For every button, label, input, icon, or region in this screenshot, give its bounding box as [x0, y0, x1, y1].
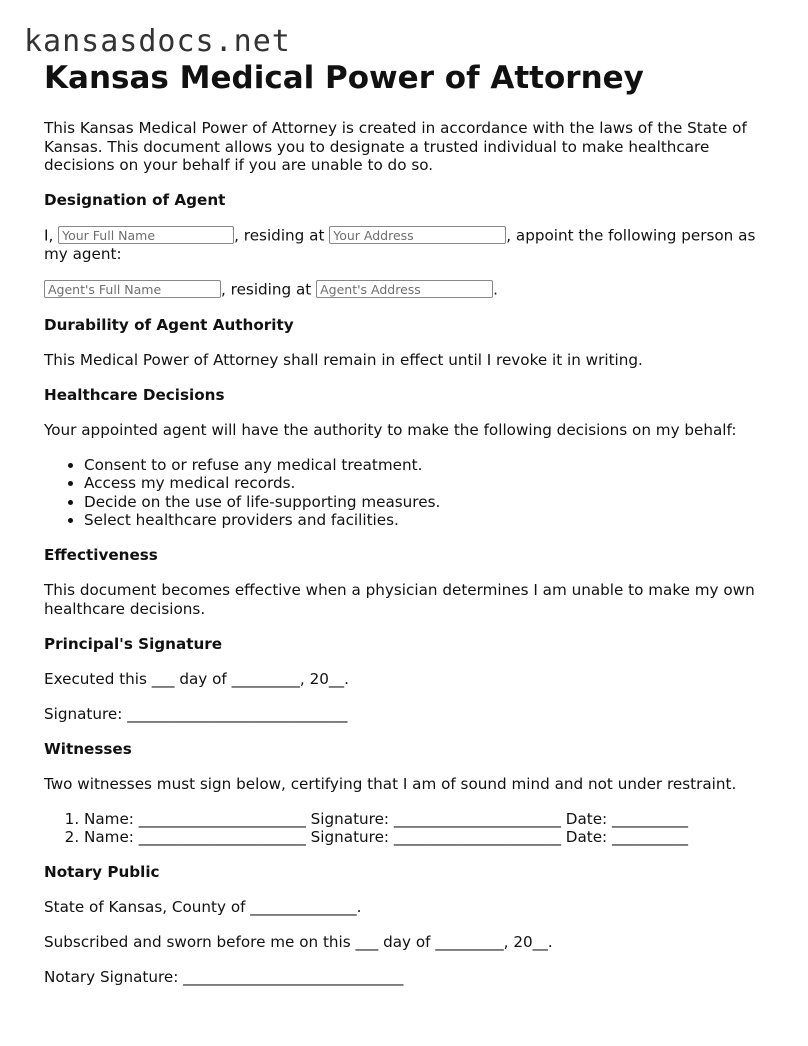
- list-item: • Consent to or refuse any medical treatment.: [84, 456, 774, 475]
- page-title: Kansas Medical Power of Attorney: [44, 60, 644, 96]
- durability-heading: Durability of Agent Authority: [44, 315, 294, 334]
- healthcare-list: [44, 456, 774, 530]
- effectiveness-heading: Effectiveness: [44, 546, 158, 564]
- designation-line: [44, 226, 774, 264]
- notary-county-line: State of Kansas, County of ______________.: [44, 898, 362, 916]
- text-appoint: , appoint the following person as my agent:: [44, 226, 756, 263]
- witness-line: 2. Name: ______________________ Signature: ______________________ Date: __________: [84, 828, 774, 847]
- text-i: I,: [44, 226, 54, 245]
- healthcare-text: Your appointed agent will have the authority to make the following decisions on my behalf:: [44, 420, 737, 439]
- witnesses-text: Two witnesses must sign below, certifying that I am of sound mind and not under restraint.: [44, 774, 737, 793]
- witness-line: 1. Name: ______________________ Signature: ______________________ Date: __________: [84, 810, 774, 829]
- watermark: kansasdocs.net: [24, 24, 291, 59]
- list-item: • Select healthcare providers and facilities.: [84, 511, 774, 530]
- principal-signature-line: Signature: _____________________________: [44, 704, 348, 723]
- executed-line: Executed this ___ day of _________, 20__.: [44, 669, 349, 688]
- text-agent-residing: , residing at: [221, 280, 312, 299]
- notary-heading: Notary Public: [44, 863, 160, 881]
- text-period: .: [493, 280, 498, 299]
- witnesses-list: [44, 810, 774, 847]
- your-full-name-input[interactable]: [58, 226, 234, 244]
- agent-full-name-input[interactable]: [44, 280, 221, 298]
- agent-address-input[interactable]: [316, 280, 493, 298]
- notary-signature-line: Notary Signature: _____________________________: [44, 968, 404, 986]
- effectiveness-text: This document becomes effective when a physician determines I am unable to make my own healthcare decisions.: [44, 581, 755, 618]
- witnesses-heading: Witnesses: [44, 739, 132, 758]
- document: [44, 56, 774, 987]
- your-address-input[interactable]: [329, 226, 506, 244]
- intro-paragraph: This Kansas Medical Power of Attorney is created in accordance with the laws of the State of Kansas. This document allows you to designate a trusted individual to make healthcare decisions on your behalf if you are unable to do so.: [44, 119, 747, 174]
- durability-text: This Medical Power of Attorney shall remain in effect until I revoke it in writing.: [44, 350, 643, 369]
- list-item: • Decide on the use of life-supporting measures.: [84, 493, 774, 512]
- designation-heading: Designation of Agent: [44, 191, 226, 209]
- list-item: • Access my medical records.: [84, 474, 774, 493]
- notary-sworn-line: Subscribed and sworn before me on this ___ day of _________, 20__.: [44, 933, 553, 951]
- text-residing: , residing at: [234, 226, 325, 245]
- healthcare-heading: Healthcare Decisions: [44, 385, 225, 404]
- agent-line: [44, 280, 774, 299]
- principal-heading: Principal's Signature: [44, 634, 223, 653]
